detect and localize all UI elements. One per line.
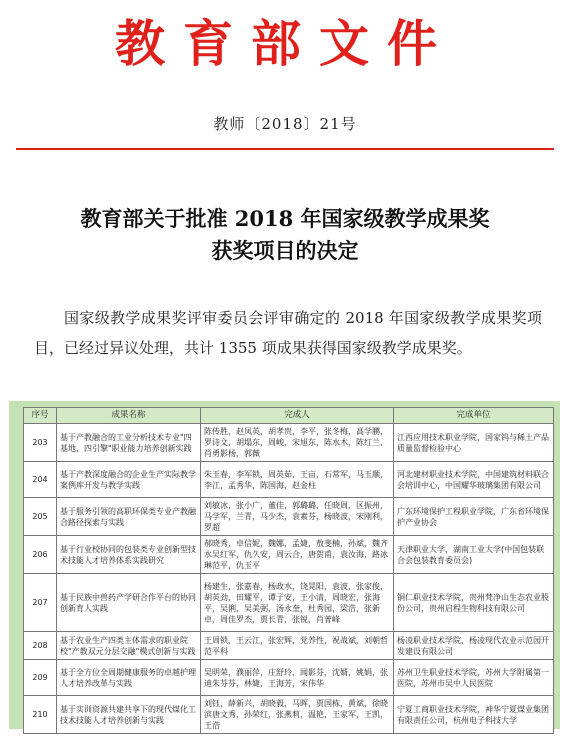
table-row bbox=[24, 574, 554, 632]
row-people: 刘敏冰，张小广，董佳，郭璐璐，任晓周，区振州，马学军，兰青，马少杰，袁素芬，杨晓波，宋刚利，罗超 bbox=[201, 498, 394, 536]
row-people: 王周锁，王云江，张宏辉，党养性，祝战斌，刘朝哲范平科 bbox=[201, 632, 394, 660]
table-row bbox=[24, 536, 554, 574]
table-row bbox=[24, 424, 554, 462]
table-row bbox=[24, 498, 554, 536]
award-table-panel bbox=[9, 401, 560, 729]
row-num: 209 bbox=[24, 660, 57, 696]
table-row bbox=[24, 660, 554, 696]
row-unit: 苏州卫生职业技术学院，苏州大学附属第一医院，苏州市吴中人民医院 bbox=[394, 660, 554, 696]
row-num: 204 bbox=[24, 462, 57, 498]
row-name: 基于实训资源共建共享下的现代煤化工技术技能人才培养创新与实践 bbox=[57, 696, 201, 734]
table-row bbox=[24, 632, 554, 660]
row-unit: 宁夏工商职业技术学院，神华宁夏煤业集团有限责任公司，杭州电子科技大学 bbox=[394, 696, 554, 734]
red-divider-line bbox=[16, 148, 554, 150]
title-line-2: 获奖项目的决定 bbox=[211, 238, 359, 263]
row-unit: 江西应用技术职业学院，国家钨与稀土产品质量监督检验中心 bbox=[394, 424, 554, 462]
row-num: 206 bbox=[24, 536, 57, 574]
header-num: 序号 bbox=[24, 408, 57, 424]
row-name: 基于产教深度融合的企业生产实际教学案例库开发与教学实践 bbox=[57, 462, 201, 498]
row-unit: 铜仁职业技术学院，贵州梵净山生态农业股份公司，贵州启程生物科技有限公司 bbox=[394, 574, 554, 632]
row-name: 基于服务引领的高职环保类专业产教融合路径探索与实践 bbox=[57, 498, 201, 536]
row-people: 杨建生，张嘉春，杨政水，饶晃阳，袁波，张家俊，胡英劲，田耀平，谭子安，王小清，周晓宏，张海平，吴俐，吴美弼，汤永奎，杜秀园，梁浩，张新卓，周佳罗杰，贾长青，张锐，肖菁峰 bbox=[201, 574, 394, 632]
row-unit: 杨凌职业技术学院，杨凌现代农业示范园开发建设有限公司 bbox=[394, 632, 554, 660]
row-num: 210 bbox=[24, 696, 57, 734]
row-name: 基于农业生产四类主体需求的职业院校"产教双元分层交融"模式创新与实践 bbox=[57, 632, 201, 660]
row-num: 205 bbox=[24, 498, 57, 536]
document-number: 教师〔2018〕21号 bbox=[213, 115, 357, 133]
row-unit: 河北建材职业技术学院，中国建筑材料联合会培训中心，中国耀华玻璃集团有限公司 bbox=[394, 462, 554, 498]
table-header-row bbox=[24, 408, 554, 424]
document-title bbox=[0, 203, 570, 267]
row-name: 基于全方位全周期健康服务的卓越护理人才培养改革与实践 bbox=[57, 660, 201, 696]
row-name: 基于产教融合的工业分析技术专业"四基地、四引擎"职业能力培养创新实践 bbox=[57, 424, 201, 462]
award-table bbox=[23, 407, 554, 734]
row-name: 基于行业校协同的包装类专业创新型技术技能人才培养体系实践研究 bbox=[57, 536, 201, 574]
row-people: 吴明荣，濮丽萍，庄舒玲，闻影芬，沈婿，姚娟，张迪朱芬芬，林婕，王海芳，宋伟华 bbox=[201, 660, 394, 696]
document-issuer-header bbox=[0, 10, 570, 73]
row-people: 郝晓秀，卓信妮，魏娜，孟婕，敖斐楠，孙斌，魏齐水吴红军，仇久安，周云合，唐贺甫，袁汝海，路冰琳范平，仇玉平 bbox=[201, 536, 394, 574]
header-unit: 完成单位 bbox=[394, 408, 554, 424]
row-name: 基于民族中兽药产学研合作平台的协同创新育人实践 bbox=[57, 574, 201, 632]
row-people: 朱玉春，李军锁，周英茹，王亩，石常军，马玉顺，李江，孟秀华，陈国海，赵金柱 bbox=[201, 462, 394, 498]
row-num: 207 bbox=[24, 574, 57, 632]
table-row bbox=[24, 462, 554, 498]
issuer-title: 教育部文件 bbox=[115, 14, 455, 73]
row-num: 208 bbox=[24, 632, 57, 660]
row-unit: 天津职业大学，湖南工业大学(中国包装联合会包装教育委员会) bbox=[394, 536, 554, 574]
row-num: 203 bbox=[24, 424, 57, 462]
row-unit: 广东环境保护工程职业学院，广东省环境保护产业协会 bbox=[394, 498, 554, 536]
title-line-1: 教育部关于批准 2018 年国家级教学成果奖 bbox=[80, 206, 490, 231]
row-people: 刘钰，薛新兴，胡晓毅，马晖，贾国栋，黄斌，徐晓滨唐文秀，孙荣红，张燕莉，温艳，王家军，王凯，王浩 bbox=[201, 696, 394, 734]
header-name: 成果名称 bbox=[57, 408, 201, 424]
header-people: 完成人 bbox=[201, 408, 394, 424]
intro-paragraph: 国家级教学成果奖评审委员会评审确定的 2018 年国家级教学成果奖项目，已经过异议处理，共计 1355 项成果获得国家级教学成果奖。 bbox=[34, 309, 542, 357]
row-people: 陈传胜，赵凤英，胡孝贵，李平，张冬梅，高学鹏，罗诗文，胡塌东，周峻，宋旭东，陈水木，陈红兰，肖勇影杨，郭薇 bbox=[201, 424, 394, 462]
table-row bbox=[24, 696, 554, 734]
